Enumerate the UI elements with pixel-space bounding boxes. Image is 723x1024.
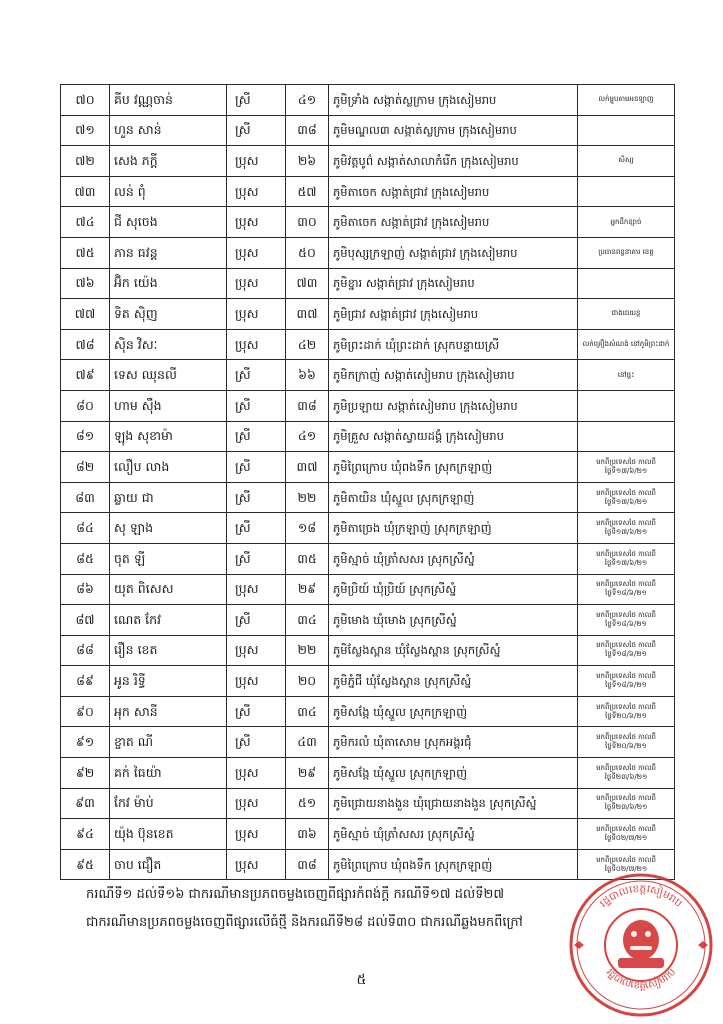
patient-name: ខ្ចាត ណី [110, 727, 227, 758]
patient-address: ភូមិសង្កែ ឃុំស្នួល ស្រុកក្រឡាញ់ [329, 696, 578, 727]
table-row [61, 390, 675, 421]
patient-address: ភូមិទ្រាំង សង្កាត់ស្លក្រាម ក្រុងសៀមរាប [329, 85, 578, 116]
patient-note: មកពីប្រទេសថៃ កាលពីថ្ងៃទី១៨/៦/២១ [578, 605, 675, 636]
patient-name: ទេស ឈុនលី [110, 360, 227, 391]
seal-bottom-text: រដ្ឋបាលខេត្តសៀមរាប [603, 966, 679, 992]
patient-sex: ស្រី [227, 390, 286, 421]
patient-age: ៣៨ [286, 390, 329, 421]
patient-note [578, 115, 675, 146]
patient-address: ភូមិករលំ ឃុំតាសោម ស្រុកអង្គរជុំ [329, 727, 578, 758]
patient-address: ភូមិព្រះដាក់ ឃុំព្រះដាក់ ស្រុកបន្ទាយស្រី [329, 329, 578, 360]
table-row [61, 146, 675, 177]
table-row [61, 605, 675, 636]
case-number: ៧៥ [61, 237, 110, 268]
patient-address: ភូមិស្លែងស្ពាន ឃុំស្លែងស្ពាន ស្រុកស្រីស្នំ [329, 635, 578, 666]
patient-age: ២៩ [286, 758, 329, 789]
case-number: ៩៤ [61, 819, 110, 850]
patient-address: ភូមិស្មាច់ ឃុំត្រាំសសរ ស្រុកស្រីស្នំ [329, 819, 578, 850]
patient-sex: ប្រុស [227, 788, 286, 819]
patient-sex: ស្រី [227, 605, 286, 636]
patient-note [578, 176, 675, 207]
footnote-line-1: ករណីទី១ ដល់ទី១៦ ជាករណីមានប្រភពចម្លងចេញពីផ្សារកំពង់ក្តី ករណីទី១៧ ដល់ទី២៧ [86, 887, 505, 902]
patient-note: អ្នកដឹកខ្សាច់ [578, 207, 675, 238]
patient-sex: ស្រី [227, 421, 286, 452]
patient-note [578, 421, 675, 452]
patient-note: សិស្ស [578, 146, 675, 177]
case-number: ៩៣ [61, 788, 110, 819]
patient-address: ភូមិព្រៃក្រោប ឃុំពងទឹក ស្រុកក្រឡាញ់ [329, 849, 578, 880]
patient-sex: ស្រី [227, 452, 286, 483]
patient-note: លក់គ្រឿងសំណង់ នៅភូមិព្រះដាក់ [578, 329, 675, 360]
patient-note: មកពីប្រទេសថៃ កាលពីថ្ងៃទី០២/៧/២១ [578, 819, 675, 850]
patient-age: ៣៦ [286, 819, 329, 850]
patient-name: គីប វណ្ណចាន់ [110, 85, 227, 116]
case-number: ៨៧ [61, 605, 110, 636]
patient-sex: ស្រី [227, 360, 286, 391]
patient-address: ភូមិមោង ឃុំមោង ស្រុកស្រីស្នំ [329, 605, 578, 636]
patient-name: គក់ ធៃយ៉ា [110, 758, 227, 789]
patient-sex: ស្រី [227, 696, 286, 727]
patient-name: យុត ពិសេស [110, 574, 227, 605]
case-number: ៧៣ [61, 176, 110, 207]
patient-name: ភាន ធវន្ត [110, 237, 227, 268]
patient-age: ៧៣ [286, 268, 329, 299]
patient-address: ភូមិវត្តបូព៌ សង្កាត់សាលាកំរើក ក្រុងសៀមរាប [329, 146, 578, 177]
table-row [61, 329, 675, 360]
patient-name: ស៊ិន វិសៈ [110, 329, 227, 360]
case-number: ៧៤ [61, 207, 110, 238]
patient-sex: ប្រុស [227, 329, 286, 360]
patient-age: ១៨ [286, 513, 329, 544]
table-row [61, 543, 675, 574]
patient-sex: ស្រី [227, 543, 286, 574]
patient-age: ២២ [286, 635, 329, 666]
patient-note: ជាងជេយន្ត [578, 299, 675, 330]
patient-address: ភូមិតាចេក សង្កាត់ជ្រាវ ក្រុងសៀមរាប [329, 207, 578, 238]
case-number: ៧៧ [61, 299, 110, 330]
case-number: ៨៥ [61, 543, 110, 574]
patient-address: ភូមិបុស្សក្រឡាញ់ សង្កាត់ជ្រាវ ក្រុងសៀមរាប [329, 237, 578, 268]
patient-address: ភូមិជ្រោយនាងងួន ឃុំជ្រោយនាងងួន ស្រុកស្រីស្នំ [329, 788, 578, 819]
patient-sex: ប្រុស [227, 268, 286, 299]
case-number: ៩១ [61, 727, 110, 758]
patient-name: ឡុង សុខាម៉ា [110, 421, 227, 452]
svg-text:រដ្ឋបាលខេត្តសៀមរាប [597, 881, 684, 910]
patient-address: ភូមិតាចេក សង្កាត់ជ្រាវ ក្រុងសៀមរាប [329, 176, 578, 207]
patient-address: ភូមិសង្កែ ឃុំស្នួល ស្រុកក្រឡាញ់ [329, 758, 578, 789]
case-number: ៧១ [61, 115, 110, 146]
patient-sex: ស្រី [227, 727, 286, 758]
patient-age: ៣៨ [286, 115, 329, 146]
patient-name: ណេត កែវ [110, 605, 227, 636]
patient-name: រឿន ខេត [110, 635, 227, 666]
case-number: ៨៣ [61, 482, 110, 513]
table-row [61, 421, 675, 452]
case-number: ៨១ [61, 421, 110, 452]
patient-note: មកពីប្រទេសថៃ កាលពីថ្ងៃទី២០/៦/២១ [578, 696, 675, 727]
case-number: ៨០ [61, 390, 110, 421]
patient-address: ភូមិតាច្រេង ឃុំក្រឡាញ់ ស្រុកក្រឡាញ់ [329, 513, 578, 544]
patient-sex: ប្រុស [227, 819, 286, 850]
table-row [61, 360, 675, 391]
patient-note: មកពីប្រទេសថៃ កាលពីថ្ងៃទី១៧/៦/២១ [578, 482, 675, 513]
patient-address: ភូមិខ្នារ សង្កាត់ជ្រាវ ក្រុងសៀមរាប [329, 268, 578, 299]
patient-sex: ប្រុស [227, 299, 286, 330]
case-number: ៩២ [61, 758, 110, 789]
patient-address: ភូមិប្រិយ៍ ឃុំប្រិយ៍ ស្រុកស្រីស្នំ [329, 574, 578, 605]
patient-age: ៦៦ [286, 360, 329, 391]
patient-age: ៤៣ [286, 727, 329, 758]
patient-note: នៅផ្ទះ [578, 360, 675, 391]
case-number: ៧៦ [61, 268, 110, 299]
table-row [61, 207, 675, 238]
patient-name: ជី សុចេង [110, 207, 227, 238]
patient-sex: ប្រុស [227, 146, 286, 177]
table-row [61, 513, 675, 544]
patient-sex: ស្រី [227, 85, 286, 116]
patient-name: យ៉ុង ប៊ុនខេត [110, 819, 227, 850]
patient-name: អុក សានី [110, 696, 227, 727]
table-row [61, 666, 675, 697]
patient-age: ២២ [286, 482, 329, 513]
table-row [61, 176, 675, 207]
case-table-body [61, 85, 675, 880]
patient-sex: ស្រី [227, 482, 286, 513]
patient-address: ភូមិគ្រួស សង្កាត់ស្វាយដង្គំ ក្រុងសៀមរាប [329, 421, 578, 452]
table-row [61, 574, 675, 605]
patient-name: ហាម សុឹង [110, 390, 227, 421]
patient-note: មកពីប្រទេសថៃ កាលពីថ្ងៃទី១៨/៦/២១ [578, 574, 675, 605]
table-row [61, 819, 675, 850]
patient-sex: ប្រុស [227, 207, 286, 238]
table-row [61, 85, 675, 116]
patient-sex: ប្រុស [227, 758, 286, 789]
patient-address: ភូមិស្មាច់ ឃុំត្រាំសសរ ស្រុកស្រីស្នំ [329, 543, 578, 574]
patient-sex: ប្រុស [227, 666, 286, 697]
patient-name: អូន រិទ្ធី [110, 666, 227, 697]
patient-address: ភូមិមណ្ឌល៣ សង្កាត់ស្លក្រាម ក្រុងសៀមរាប [329, 115, 578, 146]
page-number: ៥ [356, 972, 367, 988]
patient-name: ឆ្លាយ ជា [110, 482, 227, 513]
table-row [61, 452, 675, 483]
case-number: ៨៩ [61, 666, 110, 697]
patient-age: ៤១ [286, 85, 329, 116]
patient-sex: ប្រុស [227, 635, 286, 666]
case-number: ៨៦ [61, 574, 110, 605]
patient-age: ៣៤ [286, 696, 329, 727]
table-row [61, 482, 675, 513]
patient-age: ៥០ [286, 237, 329, 268]
patient-name: ចុត ឡី [110, 543, 227, 574]
patient-sex: ស្រី [227, 115, 286, 146]
table-row [61, 268, 675, 299]
patient-sex: ប្រុស [227, 849, 286, 880]
seal-top-text: រដ្ឋបាលខេត្តសៀមរាប [597, 882, 685, 910]
patient-address: ភូមិព្រៃក្រោប ឃុំពងទឹក ស្រុកក្រឡាញ់ [329, 452, 578, 483]
patient-name: សេង ភក្តី [110, 146, 227, 177]
patient-note: មកពីប្រទេសថៃ កាលពីថ្ងៃទី១៧/៦/២១ [578, 452, 675, 483]
patient-address: ភូមិកក្រាញ់ សង្កាត់សៀមរាប ក្រុងសៀមរាប [329, 360, 578, 391]
patient-age: ៤១ [286, 421, 329, 452]
patient-name: ហួន សាន់ [110, 115, 227, 146]
patient-address: ភូមិប្រឡាយ សង្កាត់សៀមរាប ក្រុងសៀមរាប [329, 390, 578, 421]
patient-age: ៣៨ [286, 849, 329, 880]
table-row [61, 727, 675, 758]
patient-age: ៣៧ [286, 299, 329, 330]
patient-age: ៣៥ [286, 543, 329, 574]
patient-note: មកពីប្រទេសថៃ កាលពីថ្ងៃទី១៧/៦/២១ [578, 513, 675, 544]
patient-note: មកពីប្រទេសថៃ កាលពីថ្ងៃទី២៣/៦/២១ [578, 788, 675, 819]
patient-name: លឿប លាង [110, 452, 227, 483]
case-number: ៩៥ [61, 849, 110, 880]
patient-note: មកពីប្រទេសថៃ កាលពីថ្ងៃទី១៧/៦/២១ [578, 543, 675, 574]
patient-sex: ស្រី [227, 513, 286, 544]
patient-age: ៣០ [286, 207, 329, 238]
case-number: ៧៩ [61, 360, 110, 391]
patient-note: មកពីប្រទេសថៃ កាលពីថ្ងៃទី០២/៧/២១ [578, 849, 675, 880]
table-row [61, 696, 675, 727]
svg-text:រដ្ឋបាលខេត្តសៀមរាប [604, 967, 678, 993]
patient-note: មកពីប្រទេសថៃ កាលពីថ្ងៃទី១៨/៦/២១ [578, 666, 675, 697]
patient-name: ទិត សុិញ [110, 299, 227, 330]
patient-name: អ៊ិក យ៉េង [110, 268, 227, 299]
patient-sex: ប្រុស [227, 237, 286, 268]
case-number: ៨៨ [61, 635, 110, 666]
patient-note [578, 268, 675, 299]
case-table [60, 84, 675, 880]
patient-age: ២៦ [286, 146, 329, 177]
case-number: ៩០ [61, 696, 110, 727]
patient-name: សុ ឡាង [110, 513, 227, 544]
patient-name: កែវ ម៉ាប់ [110, 788, 227, 819]
patient-age: ២៩ [286, 574, 329, 605]
table-row [61, 299, 675, 330]
case-number: ៨២ [61, 452, 110, 483]
patient-sex: ប្រុស [227, 176, 286, 207]
case-number: ៧២ [61, 146, 110, 177]
patient-age: ៤២ [286, 329, 329, 360]
patient-name: ចាប ជឿត [110, 849, 227, 880]
patient-address: ភូមិភ្នំជី ឃុំស្លែងស្ពាន ស្រុកស្រីស្នំ [329, 666, 578, 697]
table-row [61, 115, 675, 146]
patient-name: លន់ ពុំ [110, 176, 227, 207]
case-number: ៧៨ [61, 329, 110, 360]
case-number: ៧០ [61, 85, 110, 116]
table-row [61, 635, 675, 666]
patient-note: មកពីប្រទេសថៃ កាលពីថ្ងៃទី២៣/៦/២១ [578, 758, 675, 789]
table-row [61, 788, 675, 819]
patient-age: ៣៧ [286, 452, 329, 483]
table-row [61, 758, 675, 789]
patient-note [578, 390, 675, 421]
case-number: ៨៤ [61, 513, 110, 544]
patient-note: ប្រធានពន្ធនាគារ ខេត្ត [578, 237, 675, 268]
patient-note: លក់ម្ហូបតាមអនឡាញ [578, 85, 675, 116]
table-row [61, 237, 675, 268]
patient-note: មកពីប្រទេសថៃ កាលពីថ្ងៃទី១៨/៦/២១ [578, 635, 675, 666]
patient-age: ៥៧ [286, 176, 329, 207]
footnote-line-2: ជាករណីមានប្រភពចម្លងចេញពីផ្សារលើធំថ្មី និងករណីទី២៨ ដល់ទី៣០ ជាករណីឆ្លងមកពីក្រៅ [86, 915, 523, 930]
official-seal-icon [566, 870, 716, 1020]
patient-address: ភូមិជ្រាវ សង្កាត់ជ្រាវ ក្រុងសៀមរាប [329, 299, 578, 330]
patient-age: ៥១ [286, 788, 329, 819]
patient-sex: ប្រុស [227, 574, 286, 605]
patient-age: ៣៤ [286, 605, 329, 636]
patient-age: ២០ [286, 666, 329, 697]
patient-address: ភូមិតាយិន ឃុំស្នួល ស្រុកក្រឡាញ់ [329, 482, 578, 513]
patient-note: មកពីប្រទេសថៃ កាលពីថ្ងៃទី២០/៦/២១ [578, 727, 675, 758]
